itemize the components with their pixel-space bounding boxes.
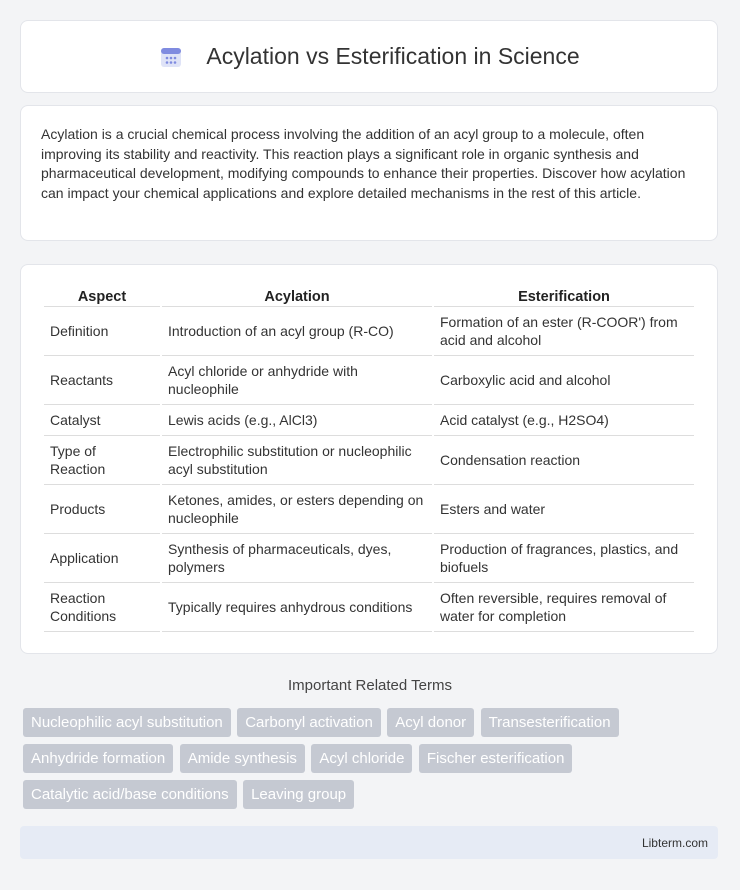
column-header: Esterification [434,285,694,307]
intro-text: Acylation is a crucial chemical process involving the addition of an acyl group to a molecule, often improving its stability and reactivity. This reaction plays a significant role in organic synthesis and pharmaceutical development, modifying compounds to enhance their properties. Discover how acylation can impact your chemical applications and explore detailed mechanisms in the rest of this article. [41,126,686,202]
comparison-table-card [20,264,718,654]
related-term-tag[interactable]: Catalytic acid/base conditions [23,780,237,809]
table-cell: Acyl chloride or anhydride with nucleophile [162,356,432,405]
table-row [44,534,694,583]
table-row [44,485,694,534]
related-terms-title: Important Related Terms [288,677,452,694]
table-cell: Reaction Conditions [44,583,160,632]
table-row [44,307,694,356]
footer-site-link[interactable]: Libterm.com [641,835,708,850]
table-cell: Formation of an ester (R-COOR') from acid and alcohol [434,307,694,356]
intro-card [20,105,718,241]
related-term-tag[interactable]: Acyl chloride [311,744,412,773]
table-cell: Ketones, amides, or esters depending on nucleophile [162,485,432,534]
table-cell: Type of Reaction [44,436,160,485]
table-cell: Lewis acids (e.g., AlCl3) [162,405,432,436]
footer [20,826,718,859]
table-cell: Carboxylic acid and alcohol [434,356,694,405]
table-cell: Production of fragrances, plastics, and biofuels [434,534,694,583]
table-row [44,583,694,632]
table-cell: Synthesis of pharmaceuticals, dyes, polymers [162,534,432,583]
table-cell: Esters and water [434,485,694,534]
related-term-tag[interactable]: Anhydride formation [23,744,173,773]
related-term-tag[interactable]: Transesterification [481,708,619,737]
table-cell: Often reversible, requires removal of water for completion [434,583,694,632]
column-header: Acylation [162,285,432,307]
comparison-table [42,285,696,632]
related-term-tag[interactable]: Acyl donor [387,708,474,737]
table-row [44,356,694,405]
related-term-tag[interactable]: Fischer esterification [419,744,573,773]
table-cell: Condensation reaction [434,436,694,485]
table-cell: Reactants [44,356,160,405]
table-cell: Catalyst [44,405,160,436]
column-header: Aspect [44,285,160,307]
related-term-tag[interactable]: Leaving group [243,780,354,809]
table-cell: Products [44,485,160,534]
table-cell: Typically requires anhydrous conditions [162,583,432,632]
table-cell: Definition [44,307,160,356]
related-term-tag[interactable]: Carbonyl activation [237,708,381,737]
page-title: Acylation vs Esterification in Science [206,43,580,69]
title-card [20,20,718,93]
table-row [44,405,694,436]
table-row [44,436,694,485]
table-cell: Electrophilic substitution or nucleophilic acyl substitution [162,436,432,485]
table-cell: Application [44,534,160,583]
table-cell: Acid catalyst (e.g., H2SO4) [434,405,694,436]
related-terms-list [23,708,723,816]
related-term-tag[interactable]: Nucleophilic acyl substitution [23,708,231,737]
calendar-icon [158,44,184,70]
related-term-tag[interactable]: Amide synthesis [180,744,305,773]
table-cell: Introduction of an acyl group (R-CO) [162,307,432,356]
